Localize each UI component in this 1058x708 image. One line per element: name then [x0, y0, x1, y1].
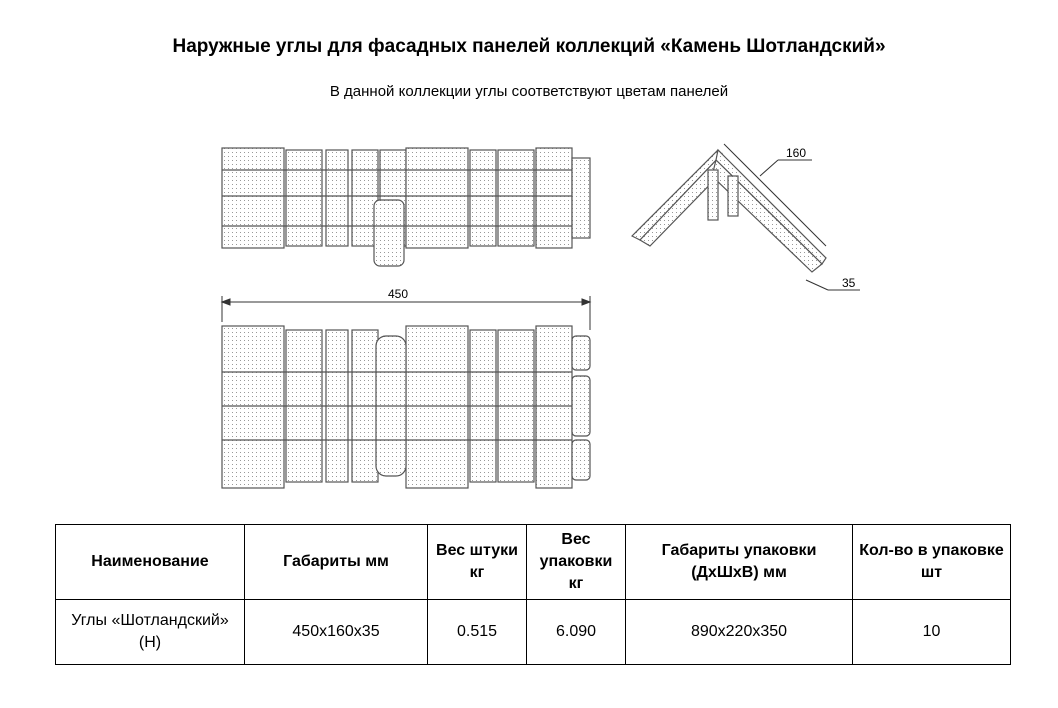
dimension-thickness-label: 35 [842, 276, 856, 290]
header-pack-weight: Вес упаковки кг [527, 525, 626, 600]
page-title: Наружные углы для фасадных панелей коллекций «Камень Шотландский» [172, 36, 886, 57]
header-unit-weight: Вес штуки кг [428, 525, 527, 600]
page-subtitle: В данной коллекции углы соответствуют цветам панелей [329, 83, 729, 100]
front-view [222, 326, 590, 488]
cell-unit-weight: 0.515 [428, 600, 527, 665]
cell-pack-qty: 10 [853, 600, 1011, 665]
header-name: Наименование [56, 525, 245, 600]
side-view [632, 150, 826, 272]
cell-pack-dimensions: 890х220х350 [626, 600, 853, 665]
cell-pack-weight: 6.090 [527, 600, 626, 665]
dimension-width-label: 160 [786, 146, 807, 160]
header-dimensions: Габариты мм [245, 525, 428, 600]
top-view [222, 148, 590, 266]
dimension-length [222, 296, 590, 330]
table-header-row [56, 525, 1011, 600]
dimension-length-label: 450 [388, 287, 409, 301]
header-pack-qty: Кол-во в упаковке шт [853, 525, 1011, 600]
header-pack-dimensions: Габариты упаковки (ДхШхВ) мм [626, 525, 853, 600]
cell-name: Углы «Шотландский» (Н) [56, 600, 245, 665]
table-row [56, 600, 1011, 665]
spec-table [55, 524, 1011, 665]
cell-dimensions: 450х160х35 [245, 600, 428, 665]
